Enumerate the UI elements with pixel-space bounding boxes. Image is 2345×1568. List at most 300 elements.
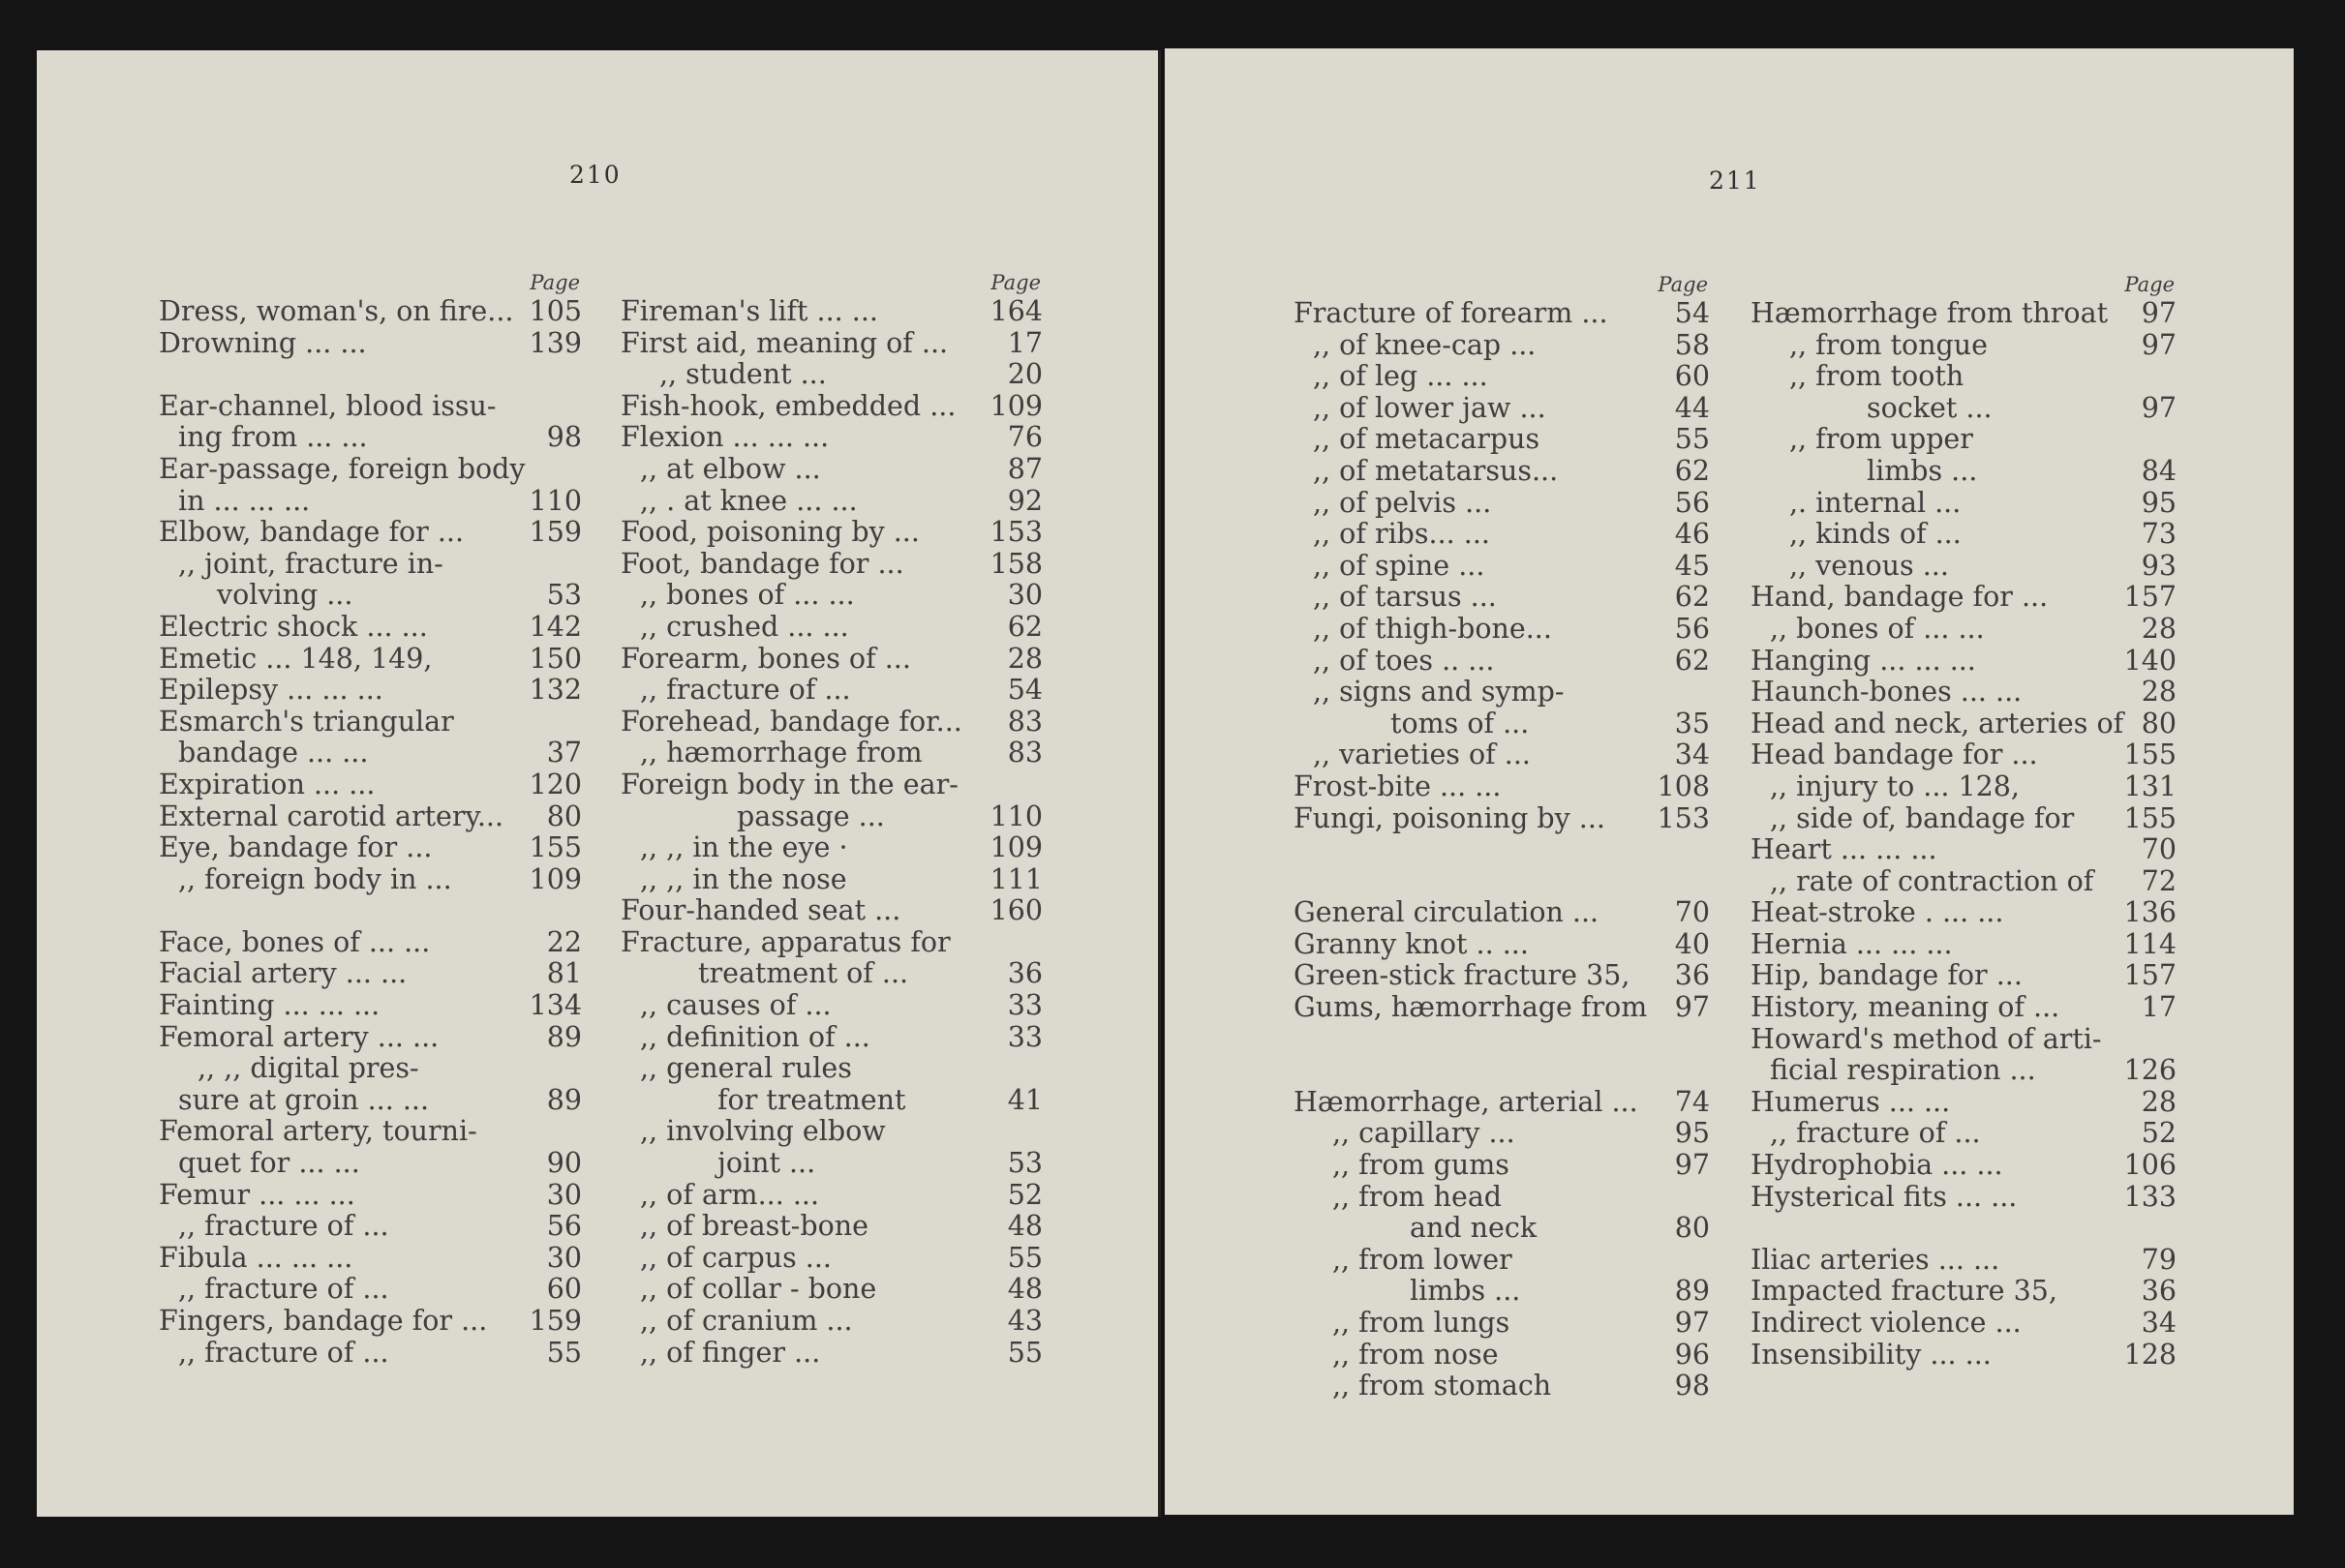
- page-column-label: Page: [2124, 273, 2175, 296]
- entry-term: ,, fracture of ...: [178, 1336, 389, 1369]
- index-entry: [1294, 960, 1710, 992]
- entry-term: ,, fracture of ...: [178, 1273, 389, 1306]
- entry-term: External carotid artery...: [159, 799, 503, 832]
- entry-page-ref: 87: [1007, 452, 1043, 485]
- entry-term: ,, of metatarsus...: [1313, 454, 1559, 487]
- entry-term: ,, from lungs: [1332, 1307, 1510, 1339]
- index-entry: [621, 454, 1043, 486]
- entry-page-ref: 33: [1007, 1020, 1043, 1053]
- index-entry: [621, 927, 1043, 959]
- index-entry: [159, 864, 582, 896]
- entry-term: and neck: [1410, 1212, 1538, 1245]
- index-entry: [621, 864, 1043, 896]
- index-entry: [159, 832, 582, 864]
- entry-term: ,, of toes .. ...: [1313, 644, 1495, 677]
- index-entry: [1751, 582, 2177, 614]
- index-entry: [159, 1022, 582, 1054]
- entry-term: ,, involving elbow: [640, 1115, 886, 1148]
- entry-page-ref: 106: [2123, 1149, 2177, 1182]
- index-entry: [1751, 1213, 2177, 1245]
- index-entry: [621, 990, 1043, 1022]
- entry-term: ,, of collar - bone: [640, 1273, 877, 1306]
- entry-page-ref: 108: [1657, 769, 1710, 802]
- entry-term: Heat-stroke . ... ...: [1751, 896, 2004, 929]
- index-entry: [621, 1116, 1043, 1148]
- index-entry: [1751, 1340, 2177, 1372]
- entry-page-ref: 55: [1674, 423, 1710, 456]
- index-entry: [159, 580, 582, 612]
- entry-page-ref: 153: [990, 516, 1043, 549]
- entry-term: Ear-channel, blood issu-: [159, 389, 497, 422]
- entry-term: General circulation ...: [1294, 896, 1599, 929]
- entry-term: ,, of thigh-bone...: [1313, 612, 1552, 645]
- index-entry: [1294, 803, 1710, 835]
- entry-term: ,, from lower: [1332, 1243, 1512, 1276]
- entry-page-ref: 44: [1674, 391, 1710, 424]
- entry-page-ref: 164: [990, 295, 1043, 327]
- index-entry: [1294, 551, 1710, 583]
- entry-page-ref: 72: [2141, 864, 2177, 897]
- entry-term: ,, ,, in the eye ·: [640, 831, 848, 864]
- entry-page-ref: 126: [2123, 1054, 2177, 1087]
- index-entry: [621, 359, 1043, 391]
- index-entry: [621, 328, 1043, 360]
- index-entry: [159, 895, 582, 927]
- entry-term: socket ...: [1867, 391, 1993, 424]
- entry-term: ing from ... ...: [178, 421, 368, 454]
- index-entry: [159, 612, 582, 644]
- index-entry: [621, 1338, 1043, 1370]
- entry-term: limbs ...: [1410, 1275, 1521, 1308]
- index-entry: [1294, 361, 1710, 393]
- entry-term: Fungi, poisoning by ...: [1294, 801, 1605, 834]
- entry-term: Electric shock ... ...: [159, 610, 428, 643]
- entry-page-ref: 74: [1674, 1085, 1710, 1118]
- index-entry: [1294, 1213, 1710, 1245]
- entry-term: ,, foreign body in ...: [178, 862, 452, 895]
- index-entry: [621, 1274, 1043, 1306]
- entry-page-ref: 36: [2141, 1275, 2177, 1308]
- entry-term: Drowning ... ...: [159, 326, 367, 359]
- index-entry: [1751, 834, 2177, 866]
- entry-page-ref: 89: [1674, 1275, 1710, 1308]
- index-entry: [159, 517, 582, 549]
- entry-page-ref: 40: [1674, 927, 1710, 960]
- entry-term: Ear-passage, foreign body: [159, 452, 526, 485]
- entry-term: ,, of knee-cap ...: [1313, 328, 1537, 361]
- entry-page-ref: 56: [1674, 486, 1710, 519]
- entry-term: ,, of cranium ...: [640, 1305, 853, 1337]
- index-entry: [159, 359, 582, 391]
- entry-page-ref: 158: [990, 547, 1043, 580]
- entry-page-ref: 30: [546, 1178, 582, 1211]
- entry-page-ref: 33: [1007, 989, 1043, 1022]
- entry-page-ref: 157: [2123, 581, 2177, 614]
- left-page: [37, 50, 1161, 1517]
- index-entry: [1751, 739, 2177, 771]
- index-entry: [1294, 1245, 1710, 1277]
- entry-term: Fingers, bandage for ...: [159, 1305, 488, 1337]
- entry-page-ref: 28: [1007, 642, 1043, 675]
- index-entry: [1294, 488, 1710, 520]
- entry-page-ref: 97: [1674, 1307, 1710, 1339]
- index-entry: [621, 1211, 1043, 1243]
- index-entry: [159, 675, 582, 707]
- entry-term: Elbow, bandage for ...: [159, 516, 465, 549]
- index-entry: [1751, 803, 2177, 835]
- entry-page-ref: 62: [1674, 581, 1710, 614]
- entry-page-ref: 46: [1674, 518, 1710, 551]
- index-entry: [159, 990, 582, 1022]
- entry-term: ,, at elbow ...: [640, 452, 821, 485]
- entry-page-ref: 131: [2123, 769, 2177, 802]
- index-entry: [159, 707, 582, 739]
- index-entry: [159, 486, 582, 518]
- index-entry: [1294, 929, 1710, 961]
- entry-term: ,, definition of ...: [640, 1020, 870, 1053]
- entry-page-ref: 136: [2123, 896, 2177, 929]
- entry-term: Esmarch's triangular: [159, 705, 454, 738]
- entry-term: in ... ... ...: [178, 484, 311, 517]
- index-entry: [1294, 1055, 1710, 1087]
- index-entry: [1294, 1182, 1710, 1214]
- entry-page-ref: 45: [1674, 549, 1710, 582]
- entry-term: First aid, meaning of ...: [621, 326, 949, 359]
- entry-term: ,, capillary ...: [1332, 1117, 1515, 1150]
- index-entry: [621, 580, 1043, 612]
- index-entry: [621, 958, 1043, 990]
- entry-page-ref: 56: [546, 1210, 582, 1243]
- entry-term: ,, from stomach: [1332, 1370, 1552, 1402]
- index-entry: [621, 391, 1043, 423]
- index-entry: [1294, 834, 1710, 866]
- index-entry: [1751, 1055, 2177, 1087]
- entry-term: Gums, hæmorrhage from: [1294, 991, 1648, 1024]
- entry-term: toms of ...: [1390, 707, 1530, 739]
- entry-page-ref: 109: [529, 862, 582, 895]
- entry-page-ref: 43: [1007, 1305, 1043, 1337]
- entry-term: ,, of finger ...: [640, 1336, 821, 1369]
- index-entry: [1751, 424, 2177, 456]
- entry-page-ref: 109: [990, 389, 1043, 422]
- index-entry: [1751, 709, 2177, 740]
- index-entry: [1751, 456, 2177, 488]
- entry-page-ref: 159: [529, 516, 582, 549]
- entry-term: for treatment: [717, 1083, 906, 1116]
- entry-term: ,, ,, in the nose: [640, 862, 847, 895]
- entry-page-ref: 83: [1007, 737, 1043, 769]
- index-entry: [1294, 519, 1710, 551]
- entry-term: Hand, bandage for ...: [1751, 581, 2049, 614]
- index-entry: [159, 391, 582, 423]
- index-entry: [1751, 929, 2177, 961]
- entry-term: ,, bones of ... ...: [640, 579, 855, 612]
- entry-term: Dress, woman's, on fire...: [159, 295, 514, 327]
- entry-term: ,, fracture of ...: [640, 674, 851, 707]
- index-entry: [621, 769, 1043, 801]
- entry-page-ref: 159: [529, 1305, 582, 1337]
- index-entry: [1294, 739, 1710, 771]
- entry-page-ref: 22: [546, 925, 582, 958]
- entry-term: Forehead, bandage for...: [621, 705, 962, 738]
- entry-term: Fireman's lift ... ...: [621, 295, 878, 327]
- entry-term: sure at groin ... ...: [178, 1083, 430, 1116]
- entry-term: Femoral artery, tourni-: [159, 1115, 477, 1148]
- entry-term: ,, of metacarpus: [1313, 423, 1540, 456]
- entry-term: Hæmorrhage from throat: [1751, 297, 2109, 329]
- entry-page-ref: 80: [2141, 707, 2177, 739]
- index-entry: [621, 895, 1043, 927]
- entry-page-ref: 97: [2141, 328, 2177, 361]
- entry-page-ref: 37: [546, 737, 582, 769]
- index-entry: [621, 296, 1043, 328]
- entry-term: Granny knot .. ...: [1294, 927, 1529, 960]
- entry-page-ref: 17: [2141, 991, 2177, 1024]
- index-entry: [621, 1306, 1043, 1338]
- entry-term: ,, from gums: [1332, 1149, 1509, 1182]
- entry-page-ref: 41: [1007, 1083, 1043, 1116]
- entry-term: Four-handed seat ...: [621, 894, 901, 927]
- entry-term: bandage ... ...: [178, 737, 369, 769]
- entry-term: ,, of lower jaw ...: [1313, 391, 1546, 424]
- index-entry: [1294, 1118, 1710, 1150]
- entry-page-ref: 110: [990, 799, 1043, 832]
- entry-term: ,, fracture of ...: [1770, 1117, 1981, 1150]
- entry-term: Hæmorrhage, arterial ...: [1294, 1085, 1638, 1118]
- entry-page-ref: 98: [1674, 1370, 1710, 1402]
- entry-term: Eye, bandage for ...: [159, 831, 433, 864]
- page-number: 210: [569, 161, 622, 189]
- index-entry: [159, 1053, 582, 1085]
- index-entry: [1294, 298, 1710, 330]
- entry-page-ref: 83: [1007, 705, 1043, 738]
- index-entry: [159, 422, 582, 454]
- index-entry: [1751, 960, 2177, 992]
- index-entry: [159, 1148, 582, 1180]
- entry-term: Fracture, apparatus for: [621, 925, 951, 958]
- index-entry: [1751, 488, 2177, 520]
- entry-page-ref: 60: [1674, 360, 1710, 393]
- entry-term: Hysterical fits ... ...: [1751, 1180, 2018, 1213]
- entry-term: Howard's method of arti-: [1751, 1022, 2102, 1055]
- index-entry: [1751, 393, 2177, 425]
- entry-page-ref: 132: [529, 674, 582, 707]
- entry-term: ,, crushed ... ...: [640, 610, 849, 643]
- entry-term: ,, varieties of ...: [1313, 739, 1531, 771]
- index-entry: [1751, 614, 2177, 646]
- entry-term: ,, of carpus ...: [640, 1241, 832, 1274]
- index-entry: [1294, 1308, 1710, 1340]
- entry-term: ,, of breast-bone: [640, 1210, 869, 1243]
- index-entry: [159, 644, 582, 676]
- entry-page-ref: 111: [990, 862, 1043, 895]
- entry-term: Expiration ... ...: [159, 768, 376, 800]
- entry-page-ref: 128: [2123, 1338, 2177, 1371]
- entry-term: Humerus ... ...: [1751, 1085, 1951, 1118]
- index-entry: [1751, 992, 2177, 1024]
- entry-term: Frost-bite ... ...: [1294, 769, 1502, 802]
- index-entry: [1294, 456, 1710, 488]
- entry-term: treatment of ...: [698, 957, 909, 990]
- entry-term: ,, joint, fracture in-: [178, 547, 443, 580]
- entry-term: Fibula ... ... ...: [159, 1241, 353, 1274]
- entry-term: Emetic ... 148, 149,: [159, 642, 433, 675]
- index-entry: [159, 738, 582, 769]
- index-entry: [621, 1022, 1043, 1054]
- entry-page-ref: 95: [2141, 486, 2177, 519]
- entry-term: ,, from tooth: [1789, 360, 1964, 393]
- index-entry: [621, 832, 1043, 864]
- index-entry: [621, 801, 1043, 833]
- index-entry: [159, 1180, 582, 1212]
- entry-page-ref: 48: [1007, 1210, 1043, 1243]
- index-column: [159, 271, 582, 1369]
- index-entry: [1751, 361, 2177, 393]
- page-number: 211: [1709, 166, 1761, 195]
- index-entry: [1294, 1024, 1710, 1056]
- entry-term: ,, from upper: [1789, 423, 1973, 456]
- entry-page-ref: 89: [546, 1083, 582, 1116]
- entry-term: Hernia ... ... ...: [1751, 927, 1953, 960]
- index-entry: [621, 1053, 1043, 1085]
- index-entry: [159, 549, 582, 581]
- entry-page-ref: 142: [529, 610, 582, 643]
- index-entry: [1751, 551, 2177, 583]
- entry-page-ref: 55: [1007, 1241, 1043, 1274]
- index-entry: [1751, 1308, 2177, 1340]
- entry-term: ,, rate of contraction of: [1770, 864, 2094, 897]
- entry-page-ref: 28: [2141, 1085, 2177, 1118]
- entry-page-ref: 34: [2141, 1307, 2177, 1339]
- entry-term: Foreign body in the ear-: [621, 768, 959, 800]
- entry-term: Face, bones of ... ...: [159, 925, 431, 958]
- entry-page-ref: 62: [1674, 454, 1710, 487]
- entry-page-ref: 62: [1674, 644, 1710, 677]
- index-entry: [1751, 677, 2177, 709]
- index-entry: [621, 612, 1043, 644]
- index-entry: [1751, 1150, 2177, 1182]
- index-entry: [1294, 330, 1710, 362]
- entry-page-ref: 95: [1674, 1117, 1710, 1150]
- index-entry: [621, 1148, 1043, 1180]
- entry-page-ref: 79: [2141, 1243, 2177, 1276]
- index-entry: [1294, 424, 1710, 456]
- index-entry: [159, 296, 582, 328]
- entry-term: ,, general rules: [640, 1052, 852, 1085]
- entry-term: ,, from tongue: [1789, 328, 1989, 361]
- entry-term: ,, of ribs... ...: [1313, 518, 1490, 551]
- entry-page-ref: 84: [2141, 454, 2177, 487]
- entry-page-ref: 105: [529, 295, 582, 327]
- entry-page-ref: 20: [1007, 358, 1043, 391]
- index-entry: [1751, 1087, 2177, 1119]
- entry-term: Heart ... ... ...: [1751, 833, 1937, 866]
- entry-term: Flexion ... ... ...: [621, 421, 830, 454]
- index-entry: [159, 1274, 582, 1306]
- index-entry: [159, 1085, 582, 1117]
- index-column: [1751, 273, 2177, 1371]
- entry-page-ref: 96: [1674, 1338, 1710, 1371]
- page-column-label: Page: [530, 271, 580, 294]
- entry-page-ref: 160: [990, 894, 1043, 927]
- entry-page-ref: 114: [2123, 927, 2177, 960]
- entry-term: Femoral artery ... ...: [159, 1020, 440, 1053]
- index-entry: [159, 1243, 582, 1275]
- entry-term: History, meaning of ...: [1751, 991, 2060, 1024]
- entry-page-ref: 98: [546, 421, 582, 454]
- entry-page-ref: 90: [546, 1147, 582, 1180]
- entry-page-ref: 80: [546, 799, 582, 832]
- entry-page-ref: 52: [2141, 1117, 2177, 1150]
- entry-term: Indirect violence ...: [1751, 1307, 2022, 1339]
- entry-page-ref: 30: [546, 1241, 582, 1274]
- index-entry: [1294, 1340, 1710, 1372]
- entry-page-ref: 97: [2141, 297, 2177, 329]
- entry-term: limbs ...: [1867, 454, 1978, 487]
- entry-page-ref: 97: [2141, 391, 2177, 424]
- entry-page-ref: 30: [1007, 579, 1043, 612]
- entry-page-ref: 133: [2123, 1180, 2177, 1213]
- entry-term: Hydrophobia ... ...: [1751, 1149, 2003, 1182]
- index-entry: [159, 1306, 582, 1338]
- index-entry: [1294, 709, 1710, 740]
- index-entry: [1294, 646, 1710, 678]
- index-entry: [1751, 1024, 2177, 1056]
- entry-term: Fracture of forearm ...: [1294, 297, 1608, 329]
- entry-page-ref: 80: [1674, 1212, 1710, 1245]
- entry-term: ,, signs and symp-: [1313, 676, 1565, 709]
- index-entry: [1294, 866, 1710, 898]
- index-entry: [159, 769, 582, 801]
- entry-page-ref: 52: [1007, 1178, 1043, 1211]
- index-entry: [621, 549, 1043, 581]
- index-entry: [1751, 646, 2177, 678]
- entry-page-ref: 93: [2141, 549, 2177, 582]
- entry-page-ref: 34: [1674, 739, 1710, 771]
- index-entry: [1294, 1276, 1710, 1308]
- index-column: [1294, 273, 1710, 1402]
- entry-term: Forearm, bones of ...: [621, 642, 911, 675]
- index-entry: [621, 1085, 1043, 1117]
- entry-term: ,, of pelvis ...: [1313, 486, 1492, 519]
- index-entry: [1751, 771, 2177, 803]
- entry-page-ref: 155: [2123, 801, 2177, 834]
- entry-page-ref: 54: [1007, 674, 1043, 707]
- index-entry: [621, 707, 1043, 739]
- entry-term: quet for ... ...: [178, 1147, 360, 1180]
- entry-term: ,, kinds of ...: [1789, 518, 1962, 551]
- index-column: [621, 271, 1043, 1369]
- entry-page-ref: 81: [546, 957, 582, 990]
- entry-term: Haunch-bones ... ...: [1751, 676, 2023, 709]
- entry-page-ref: 157: [2123, 959, 2177, 992]
- entry-page-ref: 28: [2141, 676, 2177, 709]
- index-entry: [1294, 1371, 1710, 1402]
- entry-term: ,. internal ...: [1789, 486, 1962, 519]
- entry-page-ref: 53: [546, 579, 582, 612]
- entry-term: Head bandage for ...: [1751, 739, 2038, 771]
- index-entry: [1294, 1150, 1710, 1182]
- index-entry: [159, 454, 582, 486]
- entry-page-ref: 60: [546, 1273, 582, 1306]
- entry-term: ficial respiration ...: [1770, 1054, 2036, 1087]
- entry-page-ref: 97: [1674, 1149, 1710, 1182]
- entry-term: ,, of leg ... ...: [1313, 360, 1488, 393]
- entry-page-ref: 140: [2123, 644, 2177, 677]
- index-entry: [1294, 1087, 1710, 1119]
- entry-page-ref: 36: [1674, 959, 1710, 992]
- entry-term: passage ...: [737, 799, 885, 832]
